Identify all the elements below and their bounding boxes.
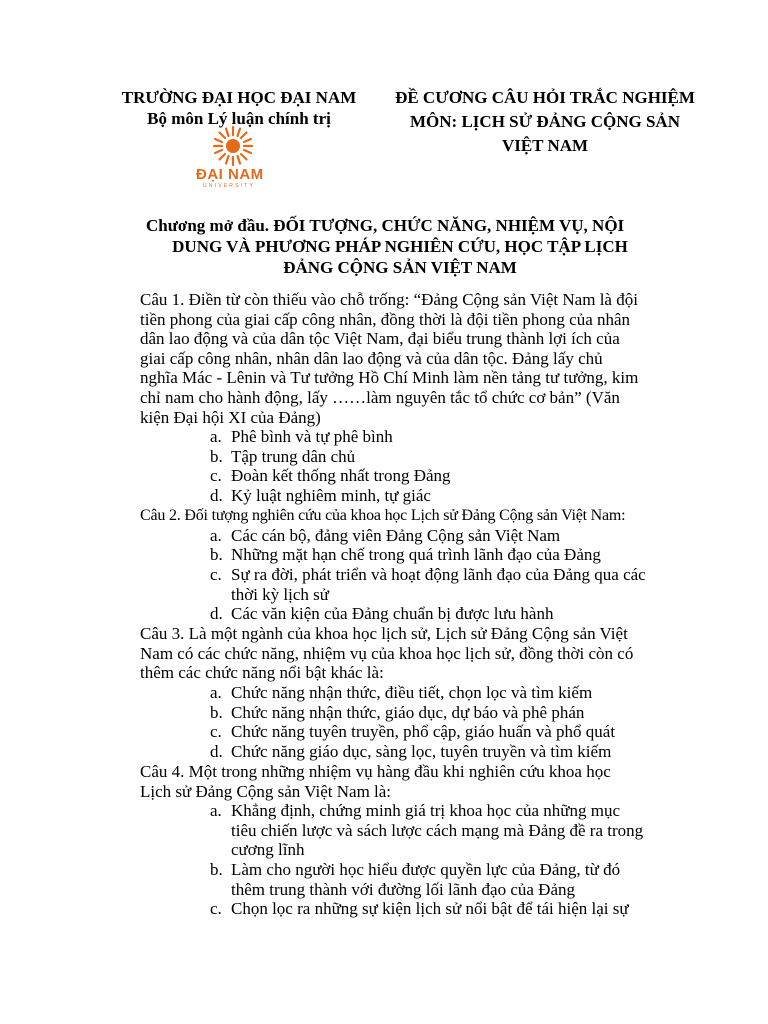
option-marker: b. <box>210 703 223 722</box>
chapter-prefix: Chương mở đầu. <box>146 216 270 235</box>
question-text-line: kiện Đại hội XI của Đảng) <box>140 407 321 427</box>
question-2 <box>140 506 674 526</box>
option-text: Những mặt hạn chế trong quá trình lãnh đạo của Đảng <box>231 545 601 564</box>
department-name: Bộ môn Lý luận chính trị <box>147 109 331 128</box>
school-name: TRƯỜNG ĐẠI HỌC ĐẠI NAM <box>121 88 357 107</box>
chapter-heading-line3: ĐẢNG CỘNG SẢN VIỆT NAM <box>283 258 517 277</box>
option-text: tiêu chiến lược và sách lược cách mạng mà Đảng đề ra trong <box>231 820 644 840</box>
question-text-line: Câu 3. Là một ngành của khoa học lịch sử, Lịch sử Đảng Cộng sản Việt <box>140 624 628 643</box>
option-text: thêm trung thành với đường lối lãnh đạo của Đảng <box>231 879 575 899</box>
option-text: cương lĩnh <box>231 840 305 860</box>
document-title-line1: ĐỀ CƯƠNG CÂU HỎI TRẮC NGHIỆM <box>395 88 695 107</box>
option-marker: a. <box>210 427 222 446</box>
option-text: Chức năng nhận thức, giáo dục, dự báo và phê phán <box>231 703 585 722</box>
option-text: Các cán bộ, đảng viên Đảng Cộng sản Việt Nam <box>231 526 561 545</box>
option-text: Phê bình và tự phê bình <box>231 427 393 446</box>
option-text: Chọn lọc ra những sự kiện lịch sử nổi bật để tái hiện lại sự <box>231 899 629 918</box>
option-marker: a. <box>210 683 222 702</box>
option-text: Chức năng tuyên truyền, phổ cập, giáo huấn và phổ quát <box>231 722 616 741</box>
option-marker: a. <box>210 801 222 820</box>
option-text: Làm cho người học hiểu được quyền lực của Đảng, từ đó <box>231 860 621 879</box>
question-text-line: dân lao động và của dân tộc Việt Nam, đại biểu trung thành lợi ích của <box>140 329 620 349</box>
option-marker: b. <box>210 447 223 466</box>
option-text: Chức năng nhận thức, điều tiết, chọn lọc và tìm kiếm <box>231 683 593 702</box>
logo-wordmark: ĐẠI NAM <box>196 166 264 183</box>
option-marker: b. <box>210 545 223 564</box>
university-logo <box>186 126 286 192</box>
option-marker: d. <box>210 604 223 623</box>
question-3 <box>140 624 674 683</box>
sun-icon <box>209 126 257 166</box>
question-text-line: giai cấp công nhân, nhân dân lao động và của dân tộc. Đảng lấy chủ <box>140 348 603 368</box>
option-marker: c. <box>210 899 222 918</box>
question-text-line: Câu 2. Đối tượng nghiên cứu của khoa học Lịch sử Đảng Cộng sản Việt Nam: <box>140 507 626 524</box>
chapter-heading-line2: DUNG VÀ PHƯƠNG PHÁP NGHIÊN CỨU, HỌC TẬP LỊCH <box>172 237 628 256</box>
option-marker: c. <box>210 722 222 741</box>
option-marker: c. <box>210 466 222 485</box>
option-text: Đoàn kết thống nhất trong Đảng <box>231 466 451 485</box>
question-text-line: Nam có các chức năng, nhiệm vụ của khoa học lịch sử, đồng thời còn có <box>140 643 634 663</box>
question-text-line: tiền phong của giai cấp công nhân, đồng thời là đội tiền phong của nhân <box>140 309 631 329</box>
option-marker: a. <box>210 526 222 545</box>
question-1 <box>140 290 674 427</box>
option-text: Kỷ luật nghiêm minh, tự giác <box>231 486 431 505</box>
question-4 <box>140 762 674 801</box>
option-marker: d. <box>210 486 223 505</box>
chapter-title-part1: ĐỐI TƯỢNG, CHỨC NĂNG, NHIỆM VỤ, NỘI <box>273 216 625 235</box>
logo-subtitle: UNIVERSITY <box>203 183 256 189</box>
option-text: thời kỳ lịch sử <box>231 584 330 604</box>
question-text-line: nghĩa Mác - Lênin và Tư tưởng Hồ Chí Minh làm nền tảng tư tưởng, kim <box>140 368 639 388</box>
question-text-line: chỉ nam cho hành động, lấy ……làm nguyên tắc tổ chức cơ bản” (Văn <box>140 387 620 407</box>
option-marker: c. <box>210 565 222 584</box>
option-marker: b. <box>210 860 223 879</box>
question-text-line: Câu 1. Điền từ còn thiếu vào chỗ trống: “Đảng Cộng sản Việt Nam là đội <box>140 290 638 309</box>
option-text: Khẳng định, chứng minh giá trị khoa học của những mục <box>231 801 621 820</box>
question-text-line: thêm các chức năng nổi bật khác là: <box>140 663 384 683</box>
question-text-line: Lịch sử Đảng Cộng sản Việt Nam là: <box>140 781 392 801</box>
option-text: Các văn kiện của Đảng chuẩn bị được lưu hành <box>231 604 554 623</box>
option-text: Tập trung dân chủ <box>231 447 356 466</box>
question-text-line: Câu 4. Một trong những nhiệm vụ hàng đầu khi nghiên cứu khoa học <box>140 762 611 781</box>
option-marker: d. <box>210 742 223 761</box>
document-title-line3: VIỆT NAM <box>501 136 589 155</box>
option-text: Sự ra đời, phát triển và hoạt động lãnh đạo của Đảng qua các <box>231 565 646 584</box>
document-title-line2: MÔN: LỊCH SỬ ĐẢNG CỘNG SẢN <box>410 112 680 131</box>
option-text: Chức năng giáo dục, sàng lọc, tuyên truyền và tìm kiếm <box>231 742 612 761</box>
